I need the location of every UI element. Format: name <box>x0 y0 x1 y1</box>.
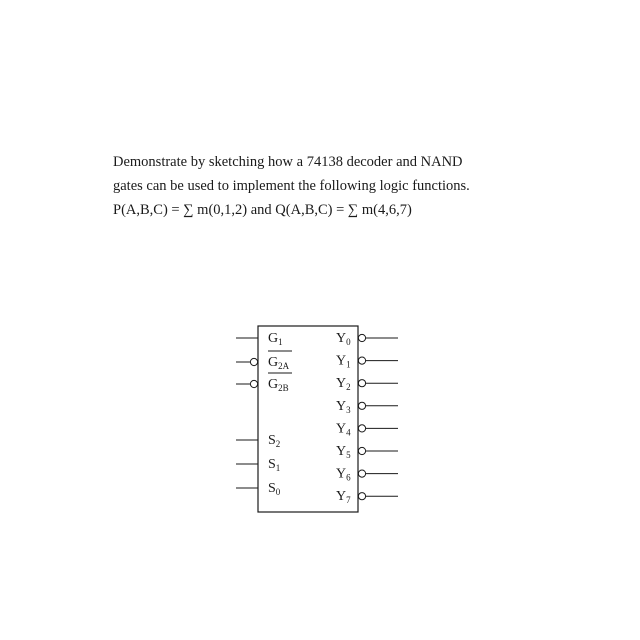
enable-pin-g2a <box>236 351 292 371</box>
output-pin-y3 <box>336 399 398 415</box>
inversion-bubble <box>250 358 257 365</box>
question-line-1: Demonstrate by sketching how a 74138 decoder and NAND <box>113 154 463 170</box>
output-pin-y1 <box>336 354 398 370</box>
output-pin-y5-label: $Y_5$ <box>336 444 351 460</box>
output-pin-y4 <box>336 421 398 437</box>
output-pin-y0-label: $Y_0$ <box>336 331 351 347</box>
select-pin-s2-label: $S_2$ <box>268 433 281 449</box>
inversion-bubble <box>358 357 365 364</box>
output-pin-y6-label: $Y_6$ <box>336 466 351 483</box>
question-line-3: P(A,B,C) = ∑ m(0,1,2) and Q(A,B,C) = ∑ m(4,6,7) <box>113 202 412 218</box>
enable-pin-g2b <box>236 373 292 393</box>
output-pin-y3-label: $Y_3$ <box>336 398 351 415</box>
inversion-bubble <box>358 380 365 387</box>
select-pin-s0-label: $S_0$ <box>268 481 281 497</box>
inversion-bubble <box>358 402 365 409</box>
question-line-2: gates can be used to implement the following logic functions. <box>113 178 470 194</box>
output-pin-y4-label: $Y_4$ <box>336 421 351 438</box>
inversion-bubble <box>250 380 257 387</box>
output-pin-y2-label: $Y_2$ <box>336 376 351 393</box>
inversion-bubble <box>358 334 365 341</box>
enable-pin-g2a-label: $G_{2A}$ <box>268 355 290 371</box>
output-pin-y2 <box>336 376 398 392</box>
output-pin-y5 <box>336 444 398 460</box>
enable-pin-g1 <box>236 331 283 347</box>
inversion-bubble <box>358 493 365 500</box>
inversion-bubble <box>358 425 365 432</box>
output-pin-y7-label: $Y_7$ <box>336 489 351 506</box>
output-pin-y7 <box>336 489 398 505</box>
inversion-bubble <box>358 447 365 454</box>
output-pin-y1-label: $Y_1$ <box>336 353 351 370</box>
inversion-bubble <box>358 470 365 477</box>
output-pin-y6 <box>336 467 398 483</box>
select-pin-s1-label: $S_1$ <box>268 457 281 473</box>
enable-pin-g1-label: $G_1$ <box>268 331 283 347</box>
output-pin-y0 <box>336 331 398 347</box>
enable-pin-g2b-label: $G_{2B}$ <box>268 377 289 393</box>
